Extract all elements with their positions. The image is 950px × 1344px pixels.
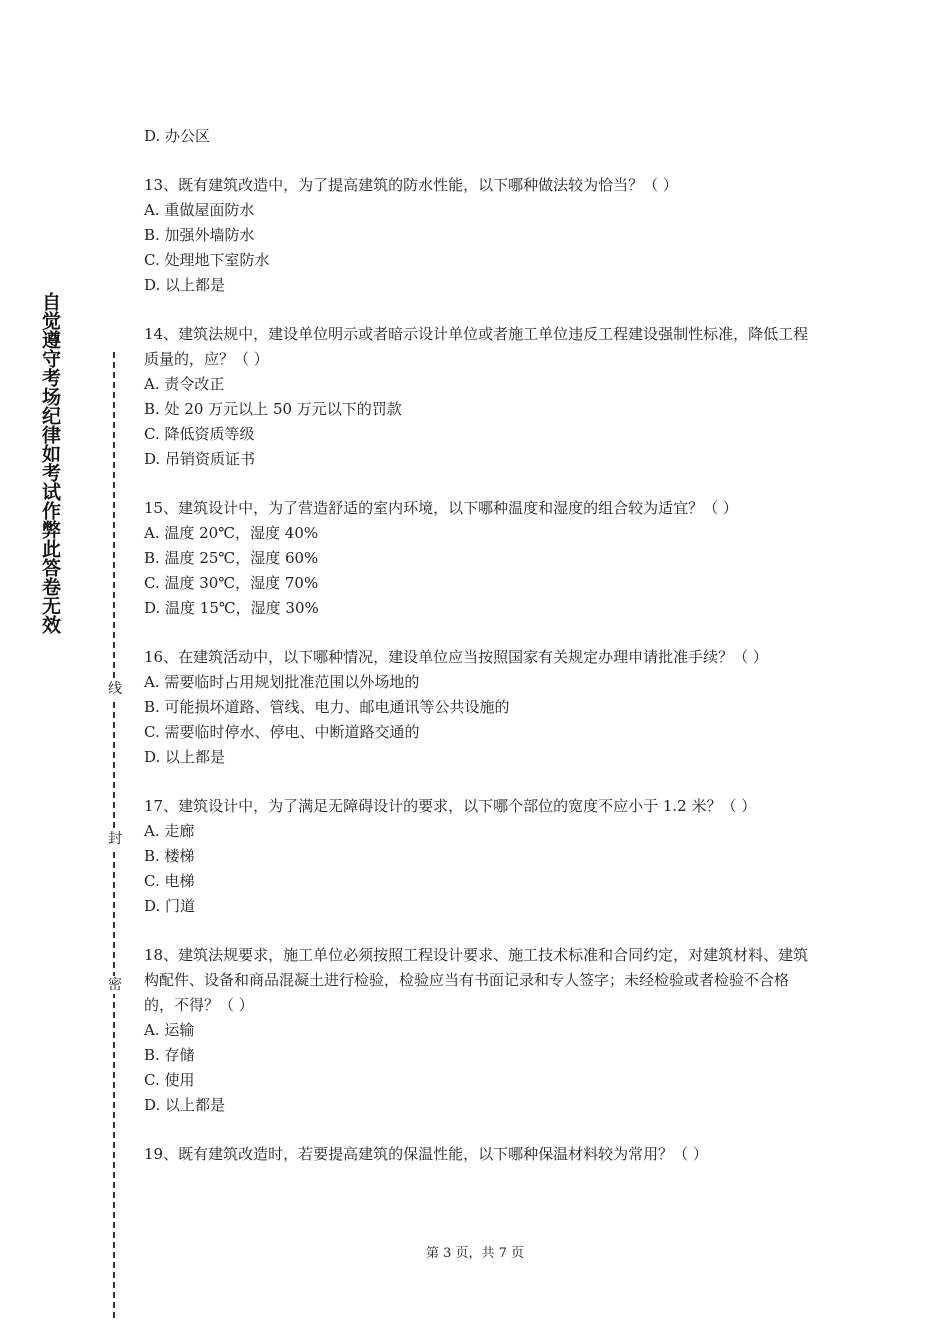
question-stem: 14、建筑法规中，建设单位明示或者暗示设计单位或者施工单位违反工程建设强制性标准，降低工程质量的，应？（ ） xyxy=(144,325,809,368)
option-a: A. 重做屋面防水 xyxy=(144,201,255,219)
exam-discipline-warning: 自觉遵守考场纪律如考试作弊此答卷无效 xyxy=(39,292,61,634)
option-c: C. 电梯 xyxy=(144,872,195,890)
option-d: D. 以上都是 xyxy=(144,276,226,294)
option-b: B. 楼梯 xyxy=(144,847,195,865)
question-19 xyxy=(144,1142,814,1167)
option-d: D. 吊销资质证书 xyxy=(144,450,256,468)
question-stem: 13、既有建筑改造中，为了提高建筑的防水性能，以下哪种做法较为恰当？（ ） xyxy=(144,176,678,194)
question-18 xyxy=(144,943,814,1118)
question-17 xyxy=(144,794,814,919)
option-c: C. 温度 30℃，湿度 70% xyxy=(144,574,319,592)
question-stem: 17、建筑设计中，为了满足无障碍设计的要求，以下哪个部位的宽度不应小于 1.2 米？（ ） xyxy=(144,797,757,815)
option-c: C. 需要临时停水、停电、中断道路交通的 xyxy=(144,723,420,741)
option-a: A. 需要临时占用规划批准范围以外场地的 xyxy=(144,673,420,691)
question-13 xyxy=(144,173,814,298)
option-c: C. 降低资质等级 xyxy=(144,425,255,443)
option-d: D. 温度 15℃，湿度 30% xyxy=(144,599,319,617)
option-d: D. 以上都是 xyxy=(144,748,226,766)
option-a: A. 运输 xyxy=(144,1021,195,1039)
option-c: C. 处理地下室防水 xyxy=(144,251,270,269)
question-14 xyxy=(144,322,814,472)
option-b: B. 处 20 万元以上 50 万元以下的罚款 xyxy=(144,400,402,418)
option-d: D. 门道 xyxy=(144,897,196,915)
seal-mark-mi: 密 xyxy=(108,977,122,993)
option-b: B. 可能损坏道路、管线、电力、邮电通讯等公共设施的 xyxy=(144,698,510,716)
question-list xyxy=(144,124,814,1167)
question-stem: 16、在建筑活动中，以下哪种情况，建设单位应当按照国家有关规定办理申请批准手续？（ ） xyxy=(144,648,768,666)
leading-option: D. 办公区 xyxy=(144,127,211,145)
question-15 xyxy=(144,496,814,621)
option-a: A. 走廊 xyxy=(144,822,195,840)
question-stem: 19、既有建筑改造时，若要提高建筑的保温性能，以下哪种保温材料较为常用？（ ） xyxy=(144,1145,708,1163)
option-a: A. 温度 20℃，湿度 40% xyxy=(144,524,319,542)
seal-mark-xian: 线 xyxy=(108,681,122,697)
option-b: B. 加强外墙防水 xyxy=(144,226,255,244)
option-b: B. 温度 25℃，湿度 60% xyxy=(144,549,319,567)
option-b: B. 存储 xyxy=(144,1046,195,1064)
option-c: C. 使用 xyxy=(144,1071,195,1089)
page-number-footer: 第 3 页，共 7 页 xyxy=(425,1246,525,1261)
option-a: A. 责令改正 xyxy=(144,375,225,393)
question-stem: 18、建筑法规要求，施工单位必须按照工程设计要求、施工技术标准和合同约定，对建筑材料、建筑构配件、设备和商品混凝土进行检验，检验应当有书面记录和专人签字；未经检验或者检验不合格的，不得？（ ） xyxy=(144,946,809,1014)
seal-mark-feng: 封 xyxy=(108,831,122,847)
option-d: D. 以上都是 xyxy=(144,1096,226,1114)
question-stem: 15、建筑设计中，为了营造舒适的室内环境，以下哪种温度和湿度的组合较为适宜？（ ） xyxy=(144,499,738,517)
question-16 xyxy=(144,645,814,770)
